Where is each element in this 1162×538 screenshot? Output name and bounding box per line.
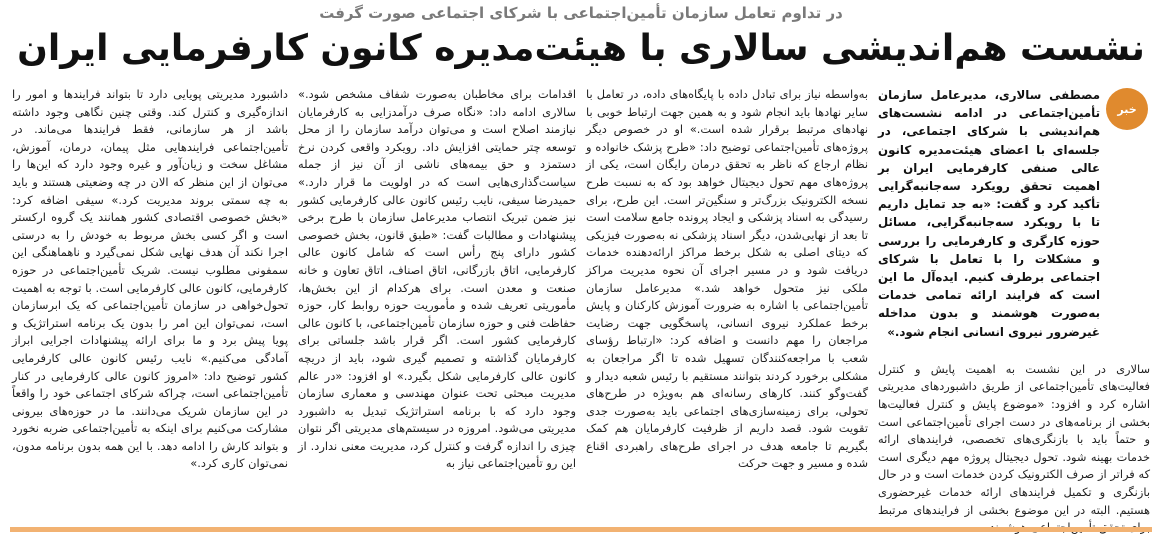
article-body-part-4: داشبورد مدیریتی پویایی دارد تا بتواند فرایندها و امور را اندازه‌گیری و کنترل کند. وقتی چنین نگاهی وجود داشته باشد از هر سازمانی، فقط فرایندها می‌ماند. در تأمین‌اجتماعی فرایندهایی مثل پیمان، درمان، آموزش، مشاغل سخت و زیان‌آور و غیره وجود دارد که این‌ها را می‌توان از این منظر که الان در چه وضعیتی هستند و باید به چه سمتی بروند مدیریت کرد.» سیفی اضافه کرد: «بخش خصوصی اقتصادی کشور همانند یک گروه ارکستر است و اگر کسی بخش مربوط به خودش را به درستی اجرا نکند آن هدف نهایی شکل نمی‌گیرد و ناهماهنگی این سمفونی مطلوب نیست. شریک تأمین‌اجتماعی در حوزه کارفرمایی، کانون عالی کارفرمایی است. با توجه به اهمیت تحول‌خواهی در سازمان تأمین‌اجتماعی که یک ابرسازمان است، نمی‌توان این امر را بدون یک برنامه استراتژیک و پویا پیش برد و ما برای ارائه پیشنهادات اجرایی ابراز آمادگی می‌کنیم.» نایب رئیس کانون عالی کارفرمایی کشور توضیح داد: «امروز کانون عالی کارفرمایی در کنار تأمین‌اجتماعی است، چراکه شرکای اجتماعی خود را واقعاً در این سازمان شریک می‌دانند. ما در حوزه‌های بیرونی مشارکت می‌کنیم برای اینکه به تأمین‌اجتماعی ضربه نخورد و بتواند کارش را ادامه دهد. با این همه بدون برنامه مدون، نمی‌توان کاری کرد.»	[12, 87, 288, 471]
article-body-part-1: سالاری در این نشست به اهمیت پایش و کنترل فعالیت‌های تأمین‌اجتماعی از طریق داشبوردهای مدیریتی اشاره کرد و افزود: «موضوع پایش و کنترل فعالیت‌ها بخشی از برنامه‌های در دست اجرای تأمین‌اجتماعی است و حتماً باید با بازنگری‌های تخصصی، فرایندهای ارائه خدمات بهینه شود. تحول دیجیتال پروژه مهم دیگری است که فراتر از صرف الکترونیک کردن خدمات است و در حال بازنگری و تکمیل فرایندهای ارائه خدمات غیرحضوری هستیم. البته در این موضوع بخشی از فرایندهای مرتبط	[878, 361, 1150, 517]
article-kicker: در تداوم تعامل سازمان تأمین‌اجتماعی با شرکای اجتماعی صورت گرفت	[319, 4, 843, 22]
article-body-part-2: به‌واسطه نیاز برای تبادل داده با پایگاه‌های داده، در تعامل با سایر نهادها باید انجام شود و به همین جهت ارتباط خوبی با نهادهای مرتبط برقرار شده است.» او در خصوص دیگر پروژه‌های تأمین‌اجتماعی توضیح داد: «طرح پزشک خانواده و نظام ارجاع که ناظر به تحقق درمان رایگان است، یکی از پروژه‌های مهم تحول دیجیتال خواهد بود که به نسبت طرح نسخه الکترونیک بزرگ‌تر و سنگین‌تر است. این طرح، برای رسیدگی به اسناد پزشکی و ایجاد پرونده جامع سلامت است تا بعد از نهایی‌شدن، دیگر اسناد پزشکی نه به‌صورت فیزیکی که دیتای اصلی به شکل برخط مراکز ارائه‌دهنده خدمات دریافت شود و در مسیر اجرای آن نحوه مدیریت مراکز ملکی نیز متحول خواهد شد.» مدیرعامل سازمان تأمین‌اجتماعی با اشاره به ضرورت آموزش کارکنان و پایش برخط عملکرد نیروی انسانی، پاسخگویی جهت رضایت مراجعان را مهم دانست و اضافه کرد: «ارتباط رؤسای شعب با مراجعه‌کنندگان تسهیل شده تا اگر مراجعان به مشکلی برخورد کردند بتوانند مستقیم با رئیس شعبه دیدار و گفت‌وگو کنند. کارهای رسانه‌ای هم به‌ویژه در طرح‌های تحولی، برای زمینه‌سازی‌های اجتماعی باید به‌صورت جدی تقویت شود. قصد داریم از ظرفیت کارفرمایان هم کمک بگیریم تا جامعه هدف در اجرای طرح‌های راهبردی اقناع شده و مسیر و جهت حرکت	[586, 87, 868, 471]
article-column-4	[12, 86, 288, 521]
bottom-divider	[10, 527, 1152, 532]
article-headline: نشست هم‌اندیشی سالاری با هیئت‌مدیره کانون کارفرمایی ایران	[17, 28, 1145, 69]
article-body-part-3: اقدامات برای مخاطبان به‌صورت شفاف مشخص شود.» سالاری ادامه داد: «نگاه صرف درآمدزایی به کارفرمایان نیازمند اصلاح است و می‌توان درآمد سازمان را از محل توسعه چتر حمایتی افزایش داد. رویکرد واقعی کردن نرخ دستمزد و حق بیمه‌های ناشی از آن نیز از جمله سیاست‌گذاری‌هایی است که در اولویت ما قرار دارد.» حمیدرضا سیفی، نایب رئیس کانون عالی کارفرمایی کشور نیز ضمن تبریک انتصاب مدیرعامل سازمان با طرح برخی پیشنهادات و مطالبات گفت: «طبق قانون، بخش خصوصی کشور دارای پنج رأس است که شامل کانون عالی کارفرمایی، اتاق بازرگانی، اتاق اصناف، اتاق تعاون و خانه صنعت و معدن است. برای هرکدام از این بخش‌ها، مأموریتی تعریف شده و مأموریت حوزه روابط کار، حوزه حفاظت فنی و حوزه سازمان تأمین‌اجتماعی، با کانون عالی کارفرمایی کشور است. اگر قرار باشد جلساتی برای کارفرمایان گذاشته و تصمیم گیری شود، باید از دریچه کانون عالی کارفرمایی شکل بگیرد.» او افزود: «در عالم مدیریت مبحثی تحت عنوان مهندسی و معماری سازمان وجود دارد که با برنامه استراتژیک تبدیل به داشبورد مدیریتی می‌شود. امروزه در سیستم‌های مدیریتی اگر نتوان چیزی را اندازه گرفت و کنترل کرد، مدیریت معنی ندارد. از این رو تأمین‌اجتماعی نیاز به	[298, 87, 576, 471]
article-column-3	[298, 86, 576, 521]
article-column-2	[586, 86, 868, 521]
news-badge: خبر	[1106, 88, 1148, 130]
article-lead	[878, 86, 1150, 341]
lead-text: مصطفی سالاری، مدیرعامل سازمان تأمین‌اجتماعی در ادامه نشست‌های هم‌اندیشی با شرکای اجتماعی، در جلسه‌ای با اعضای هیئت‌مدیره کانون عالی صنفی کارفرمایی ایران بر اهمیت تحقق رویکرد سه‌جانبه‌گرایی تأکید کرد و گفت: «به جد تمایل داریم تا با رویکرد سه‌جانبه‌گرایی، مسائل حوزه کارگری و کارفرمایی را بررسی و مشکلات را با تعامل با شرکای اجتماعی برطرف کنیم. ایده‌آل ما این است که فرایند ارائه تمامی خدمات به‌صورت هوشمند و بدون مداخله غیرضرور نیروی انسانی انجام شود.»	[878, 88, 1100, 339]
article-column-1	[878, 86, 1150, 521]
